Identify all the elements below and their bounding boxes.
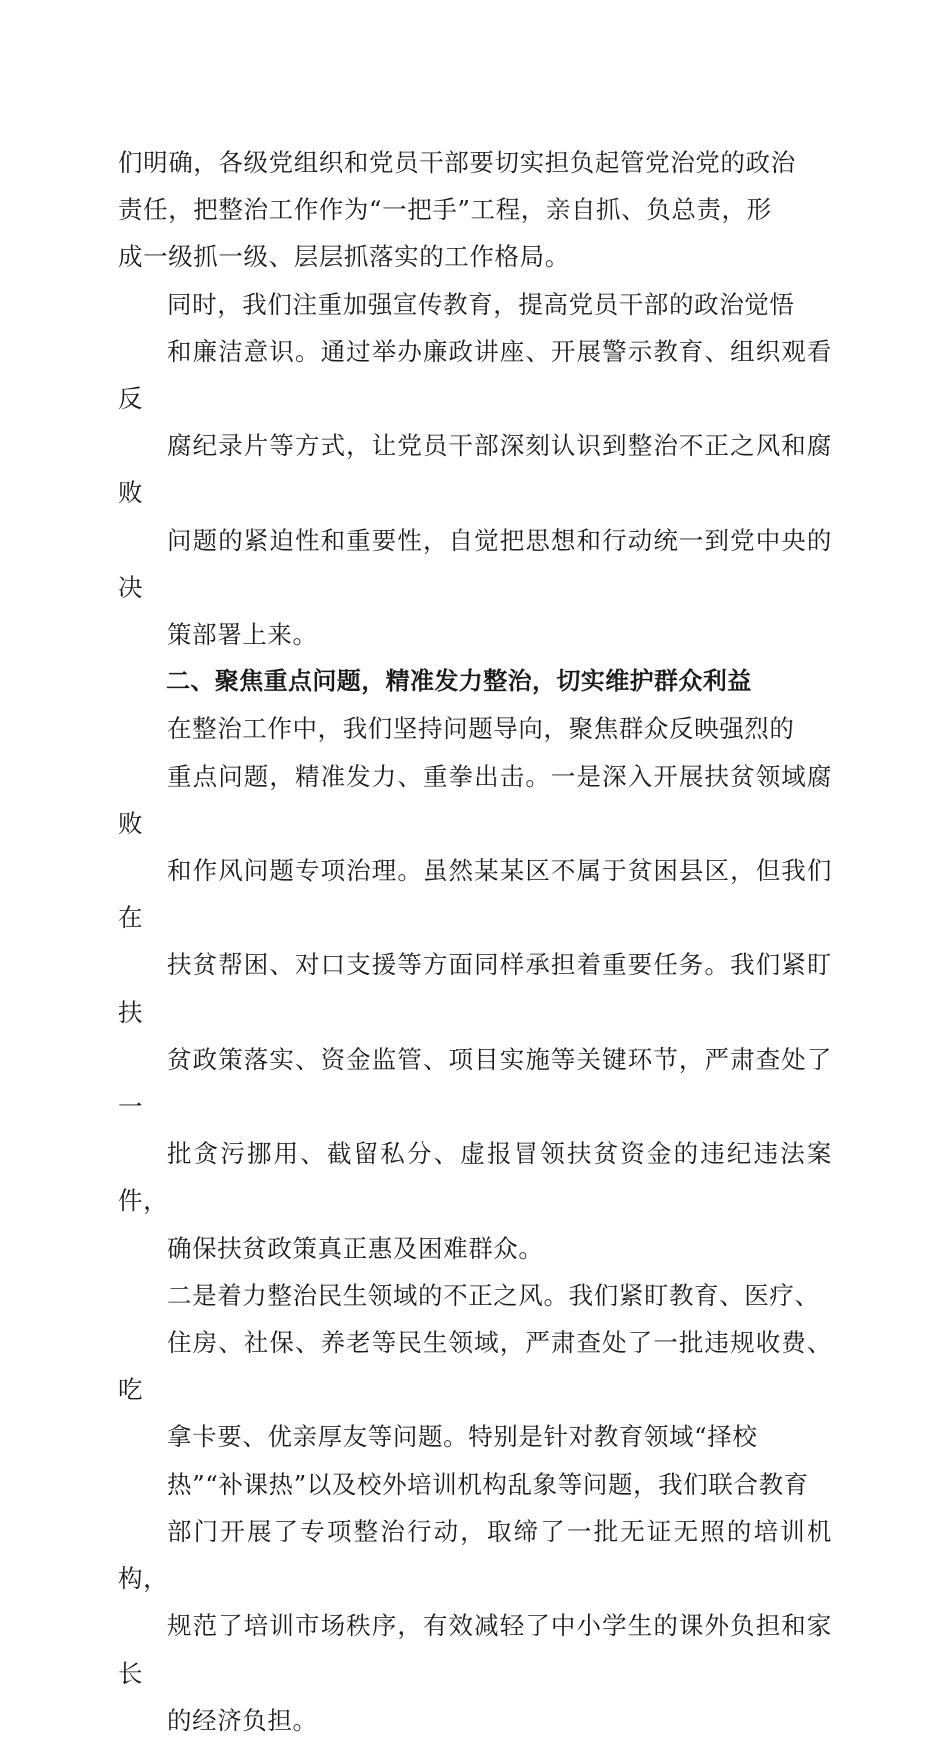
paragraph-line: 同时，我们注重加强宣传教育，提高党员干部的政治觉悟 (167, 289, 795, 319)
paragraph-line: 拿卡要、优亲厚友等问题。特别是针对教育领域“择校 (167, 1422, 758, 1452)
paragraph-line: 和作风问题专项治理。虽然某某区不属于贫困县区，但我们在 (118, 856, 832, 933)
section-heading-2: 二、聚焦重点问题，精准发力整治，切实维护群众利益 (166, 667, 752, 696)
paragraph-line: 问题的紧迫性和重要性，自觉把思想和行动统一到党中央的决 (118, 525, 832, 602)
paragraph-line: 规范了培训市场秩序，有效减轻了中小学生的课外负担和家长 (118, 1611, 832, 1688)
paragraph-publicity-education (118, 281, 832, 659)
paragraph-line: 策部署上来。 (167, 620, 318, 650)
paragraph-line: 们明确，各级党组织和党员干部要切实担负起管党治党的政治 (118, 148, 796, 177)
paragraph-line: 责任，把整治工作作为“一把手”工程，亲自抓、负总责，形 (118, 195, 772, 225)
paragraph-line: 扶贫帮困、对口支援等方面同样承担着重要任务。我们紧盯扶 (118, 950, 832, 1027)
paragraph-line: 重点问题，精准发力、重拳出击。一是深入开展扶贫领域腐败 (118, 761, 832, 838)
paragraph-line: 腐纪录片等方式，让党员干部深刻认识到整治不正之风和腐败 (118, 431, 832, 508)
paragraph-line: 成一级抓一级、层层抓落实的工作格局。 (118, 242, 570, 272)
paragraph-responsibility (118, 139, 832, 281)
paragraph-line: 和廉洁意识。通过举办廉政讲座、开展警示教育、组织观看反 (118, 336, 832, 414)
paragraph-line: 二是着力整治民生领域的不正之风。我们紧盯教育、医疗、 (167, 1280, 820, 1310)
paragraph-line: 贫政策落实、资金监管、项目实施等关键环节，严肃查处了一 (118, 1044, 832, 1122)
paragraph-livelihood (118, 1272, 832, 1744)
paragraph-line: 在整治工作中，我们坚持问题导向，聚焦群众反映强烈的 (167, 714, 795, 744)
paragraph-line: 部门开展了专项整治行动，取缔了一批无证无照的培训机构， (118, 1516, 832, 1594)
paragraph-poverty-governance (118, 705, 832, 1271)
paragraph-line: 热”“补课热”以及校外培训机构乱象等问题，我们联合教育 (167, 1469, 809, 1499)
paragraph-line: 住房、社保、养老等民生领域，严肃查处了一批违规收费、吃 (118, 1328, 832, 1405)
paragraph-line: 批贪污挪用、截留私分、虚报冒领扶贫资金的违纪违法案件， (118, 1139, 832, 1216)
document-body (118, 139, 832, 1744)
paragraph-line: 确保扶贫政策真正惠及困难群众。 (167, 1233, 544, 1263)
paragraph-line: 的经济负担。 (167, 1705, 318, 1735)
